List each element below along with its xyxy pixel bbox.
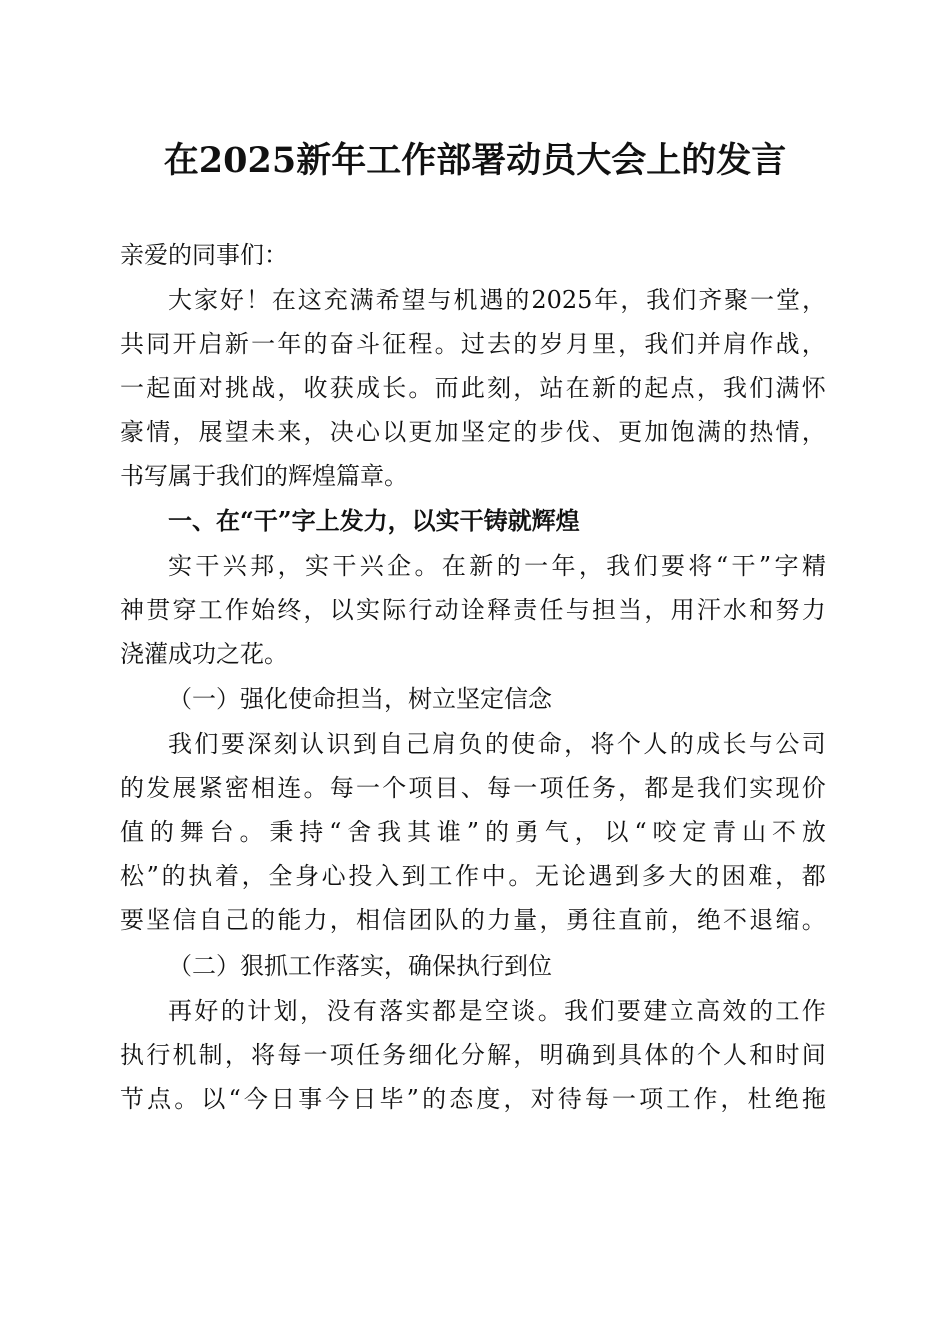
paragraph-line: 再 好 的 计 划 ， 没 有 落 实 都 是 空 谈 。 我 们 要 建 立 高 效 的 工 作 [168, 997, 826, 1025]
paragraph-line: 实 干 兴 邦 ， 实 干 兴 企 。 在 新 的 一 年 ， 我 们 要 将 “ 干 ” 字 精 [168, 552, 826, 580]
paragraph-line: 节 点 。 以 “ 今 日 事 今 日 毕 ” 的 态 度 ， 对 待 每 一 项 工 作 ， 杜 绝 拖 [120, 1085, 826, 1113]
paragraph-line: 大 家 好 ！ 在 这 充 满 希 望 与 机 遇 的 2025 年 ， 我 们 齐 聚 一 堂 ， [168, 286, 826, 314]
paragraph-line: 执 行 机 制 ， 将 每 一 项 任 务 细 化 分 解 ， 明 确 到 具 体 的 个 人 和 时 间 [120, 1041, 826, 1069]
paragraph-line: 我 们 要 深 刻 认 识 到 自 己 肩 负 的 使 命 ， 将 个 人 的 成 长 与 公 司 [168, 730, 826, 758]
paragraph-line: 神 贯 穿 工 作 始 终 ， 以 实 际 行 动 诠 释 责 任 与 担 当 ， 用 汗 水 和 努 力 [120, 596, 826, 624]
paragraph-line: 豪 情 ， 展 望 未 来 ， 决 心 以 更 加 坚 定 的 步 伐 、 更 加 饱 满 的 热 情 ， [120, 418, 826, 446]
paragraph-line: 浇灌成功之花。 [120, 640, 288, 668]
subsection-heading: （二）狠抓工作落实，确保执行到位 [168, 952, 552, 980]
paragraph-line: 的 发 展 紧 密 相 连 。 每 一 个 项 目 、 每 一 项 任 务 ， 都 是 我 们 实 现 价 [120, 774, 826, 802]
section-heading: 一、在“干”字上发力，以实干铸就辉煌 [168, 506, 580, 535]
paragraph-line: 一 起 面 对 挑 战 ， 收 获 成 长 。 而 此 刻 ， 站 在 新 的 起 点 ， 我 们 满 怀 [120, 374, 826, 402]
salutation: 亲爱的同事们： [120, 241, 288, 269]
subsection-heading: （一）强化使命担当，树立坚定信念 [168, 685, 552, 713]
paragraph-line: 共 同 开 启 新 一 年 的 奋 斗 征 程 。 过 去 的 岁 月 里 ， 我 们 并 肩 作 战 ， [120, 330, 826, 358]
paragraph-line: 书写属于我们的辉煌篇章。 [120, 462, 408, 490]
paragraph-line: 要 坚 信 自 己 的 能 力 ， 相 信 团 队 的 力 量 ， 勇 往 直 前 ， 绝 不 退 缩 。 [120, 906, 826, 934]
document-title: 在2025新年工作部署动员大会上的发言 [163, 140, 787, 181]
paragraph-line: 松 ” 的 执 着 ， 全 身 心 投 入 到 工 作 中 。 无 论 遇 到 多 大 的 困 难 ， 都 [120, 862, 826, 890]
paragraph-line: 值 的 舞 台 。 秉 持 “ 舍 我 其 谁 ” 的 勇 气 ， 以 “ 咬 定 青 山 不 放 [120, 818, 826, 846]
